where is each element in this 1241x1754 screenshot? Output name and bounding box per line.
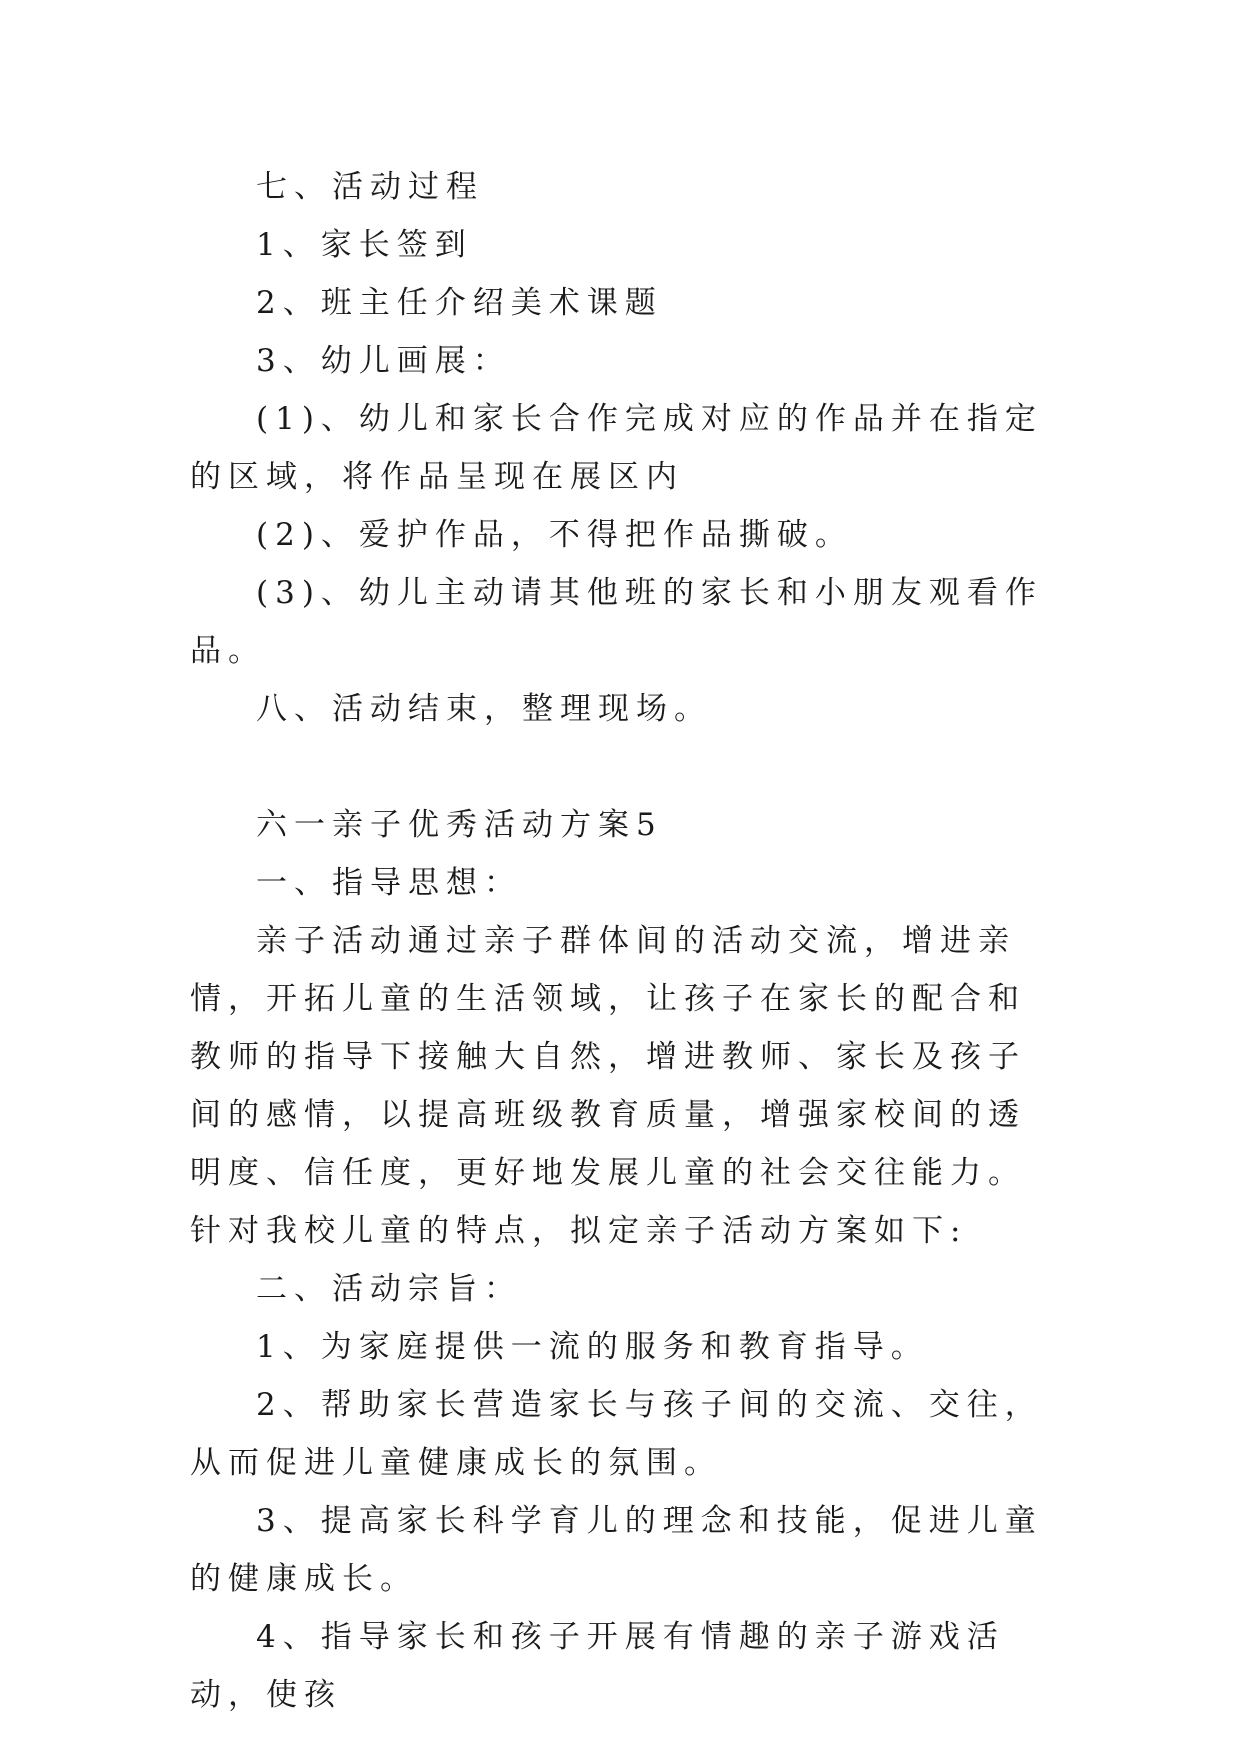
guiding-paragraph: 亲子活动通过亲子群体间的活动交流，增进亲情，开拓儿童的生活领域，让孩子在家长的配合和教师的指导下接触大自然，增进教师、家长及孩子间的感情，以提高班级教育质量，增强家校间的透明度、信任度，更好地发展儿童的社会交往能力。针对我校儿童的特点，拟定亲子活动方案如下: (190, 923, 1026, 1249)
section-spacer (190, 738, 1056, 796)
document-title: 六一亲子优秀活动方案5 (256, 807, 663, 843)
sub-step-item: (3)、幼儿主动请其他班的家长和小朋友观看作品。 (190, 575, 1043, 669)
aim-item: 4、指导家长和孩子开展有情趣的亲子游戏活动，使孩 (190, 1619, 1005, 1713)
aim-item: 3、提高家长科学育儿的理念和技能，促进儿童的健康成长。 (190, 1503, 1043, 1597)
step-item: 1、家长签到 (256, 227, 473, 263)
aim-item: 2、帮助家长营造家长与孩子间的交流、交往，从而促进儿童健康成长的氛围。 (190, 1387, 1043, 1481)
aim-item: 1、为家庭提供一流的服务和教育指导。 (256, 1329, 929, 1365)
section-heading-process: 七、活动过程 (256, 169, 484, 205)
step-item: 3、幼儿画展： (256, 343, 511, 379)
section-heading-aim: 二、活动宗旨： (256, 1271, 522, 1307)
section-heading-guiding: 一、指导思想： (256, 865, 522, 901)
step-item: 2、班主任介绍美术课题 (256, 285, 663, 321)
document-page (190, 158, 1056, 1724)
section-heading-end: 八、活动结束，整理现场。 (256, 691, 712, 727)
sub-step-item: (2)、爱护作品，不得把作品撕破。 (256, 517, 853, 553)
sub-step-item: (1)、幼儿和家长合作完成对应的作品并在指定的区域，将作品呈现在展区内 (190, 401, 1043, 495)
